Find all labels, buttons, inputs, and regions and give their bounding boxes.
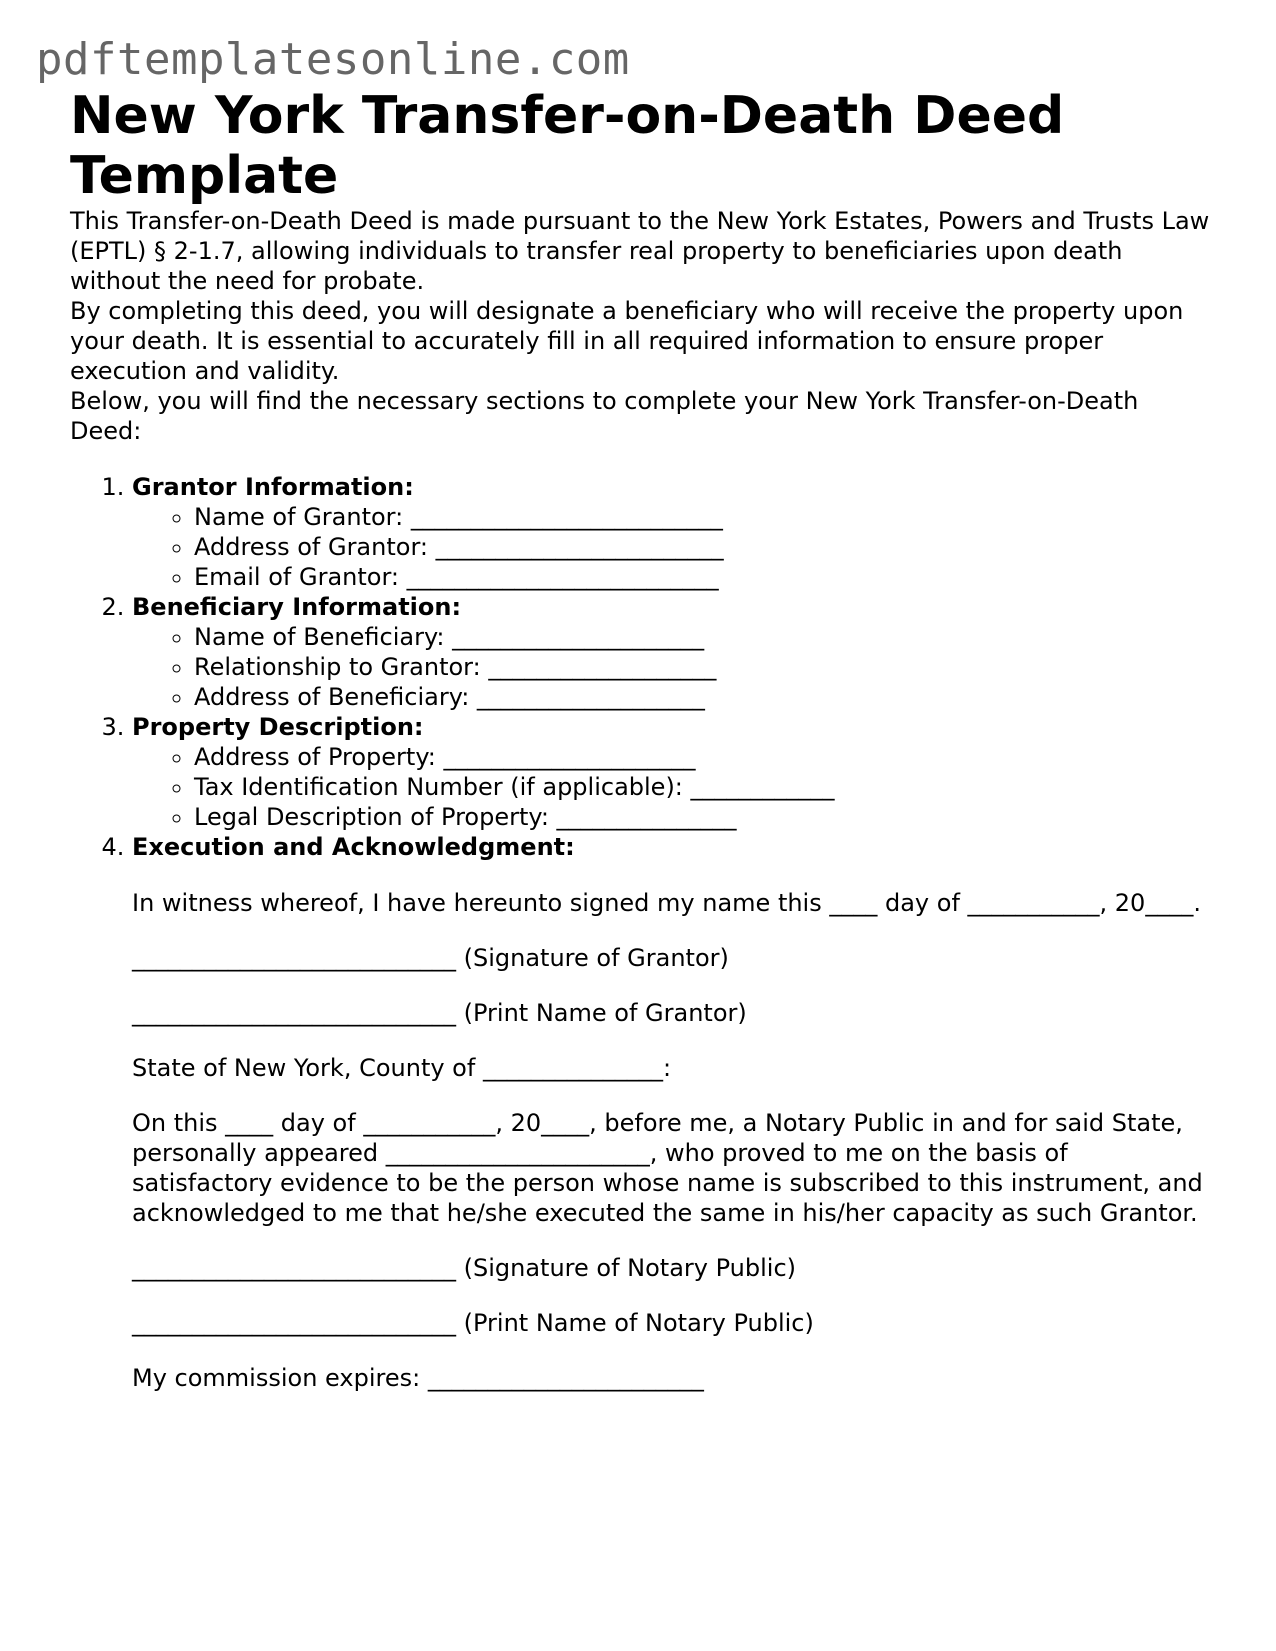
sections-intro-paragraph: Below, you will find the necessary sections to complete your New York Transfer-on-Death Deed: [70,387,1139,445]
field-address-of-grantor: ◦ Address of Grantor: ________________________ [194,532,1210,562]
field-email-of-grantor: ◦ Email of Grantor: __________________________ [194,562,1210,592]
instructions-paragraph: By completing this deed, you will designate a beneficiary who will receive the property upon your death. It is essential to accurately fill in all required information to ensure proper execution and validity. [70,297,1184,385]
field-relationship-to-grantor: ◦ Relationship to Grantor: ___________________ [194,652,1210,682]
field-address-of-property: ◦ Address of Property: _____________________ [194,742,1210,772]
witness-statement: In witness whereof, I have hereunto signed my name this ____ day of ___________, 20____. [132,889,1201,917]
commission-expires-line: My commission expires: _______________________ [132,1364,704,1392]
section-title: Beneficiary Information: [132,593,462,621]
notary-print-name-line: ___________________________ (Print Name of Notary Public) [132,1309,814,1337]
section-title: Grantor Information: [132,473,414,501]
section-title: Execution and Acknowledgment: [132,833,575,861]
section-grantor-information [132,472,1210,592]
field-legal-description: ◦ Legal Description of Property: _______________ [194,802,1210,832]
section-title: Property Description: [132,713,424,741]
watermark: pdftemplatesonline.com [36,34,630,85]
section-property-description [132,712,1210,832]
page-title: New York Transfer-on-Death Deed Template [70,86,1065,206]
field-address-of-beneficiary: ◦ Address of Beneficiary: ___________________ [194,682,1210,712]
grantor-print-name-line: ___________________________ (Print Name of Grantor) [132,999,747,1027]
document-page [70,86,1210,1418]
field-list [132,742,1210,832]
intro-paragraph: This Transfer-on-Death Deed is made pursuant to the New York Estates, Powers and Trusts Law (EPTL) § 2-1.7, allowing individuals to transfer real property to beneficiaries upon death without the need for probate. [70,207,1210,295]
section-beneficiary-information [132,592,1210,712]
field-tax-identification-number: ◦ Tax Identification Number (if applicable): ____________ [194,772,1210,802]
sections-list [70,472,1210,1393]
field-name-of-grantor: ◦ Name of Grantor: __________________________ [194,502,1210,532]
field-name-of-beneficiary: ◦ Name of Beneficiary: _____________________ [194,622,1210,652]
field-list [132,622,1210,712]
grantor-signature-line: ___________________________ (Signature of Grantor) [132,944,729,972]
execution-block [132,888,1212,1393]
notary-signature-line: ___________________________ (Signature of Notary Public) [132,1254,797,1282]
section-execution-and-acknowledgment [132,832,1210,1393]
field-list [132,502,1210,592]
notary-acknowledgment: On this ____ day of ___________, 20____, before me, a Notary Public in and for said State, personally appeared ______________________, who proved to me on the basis of satisfactory evidence to be the person whose name is subscribed to this instrument, and acknowledged to me that he/she executed the same in his/her capacity as such Grantor. [132,1109,1203,1227]
state-county-line: State of New York, County of _______________: [132,1054,672,1082]
